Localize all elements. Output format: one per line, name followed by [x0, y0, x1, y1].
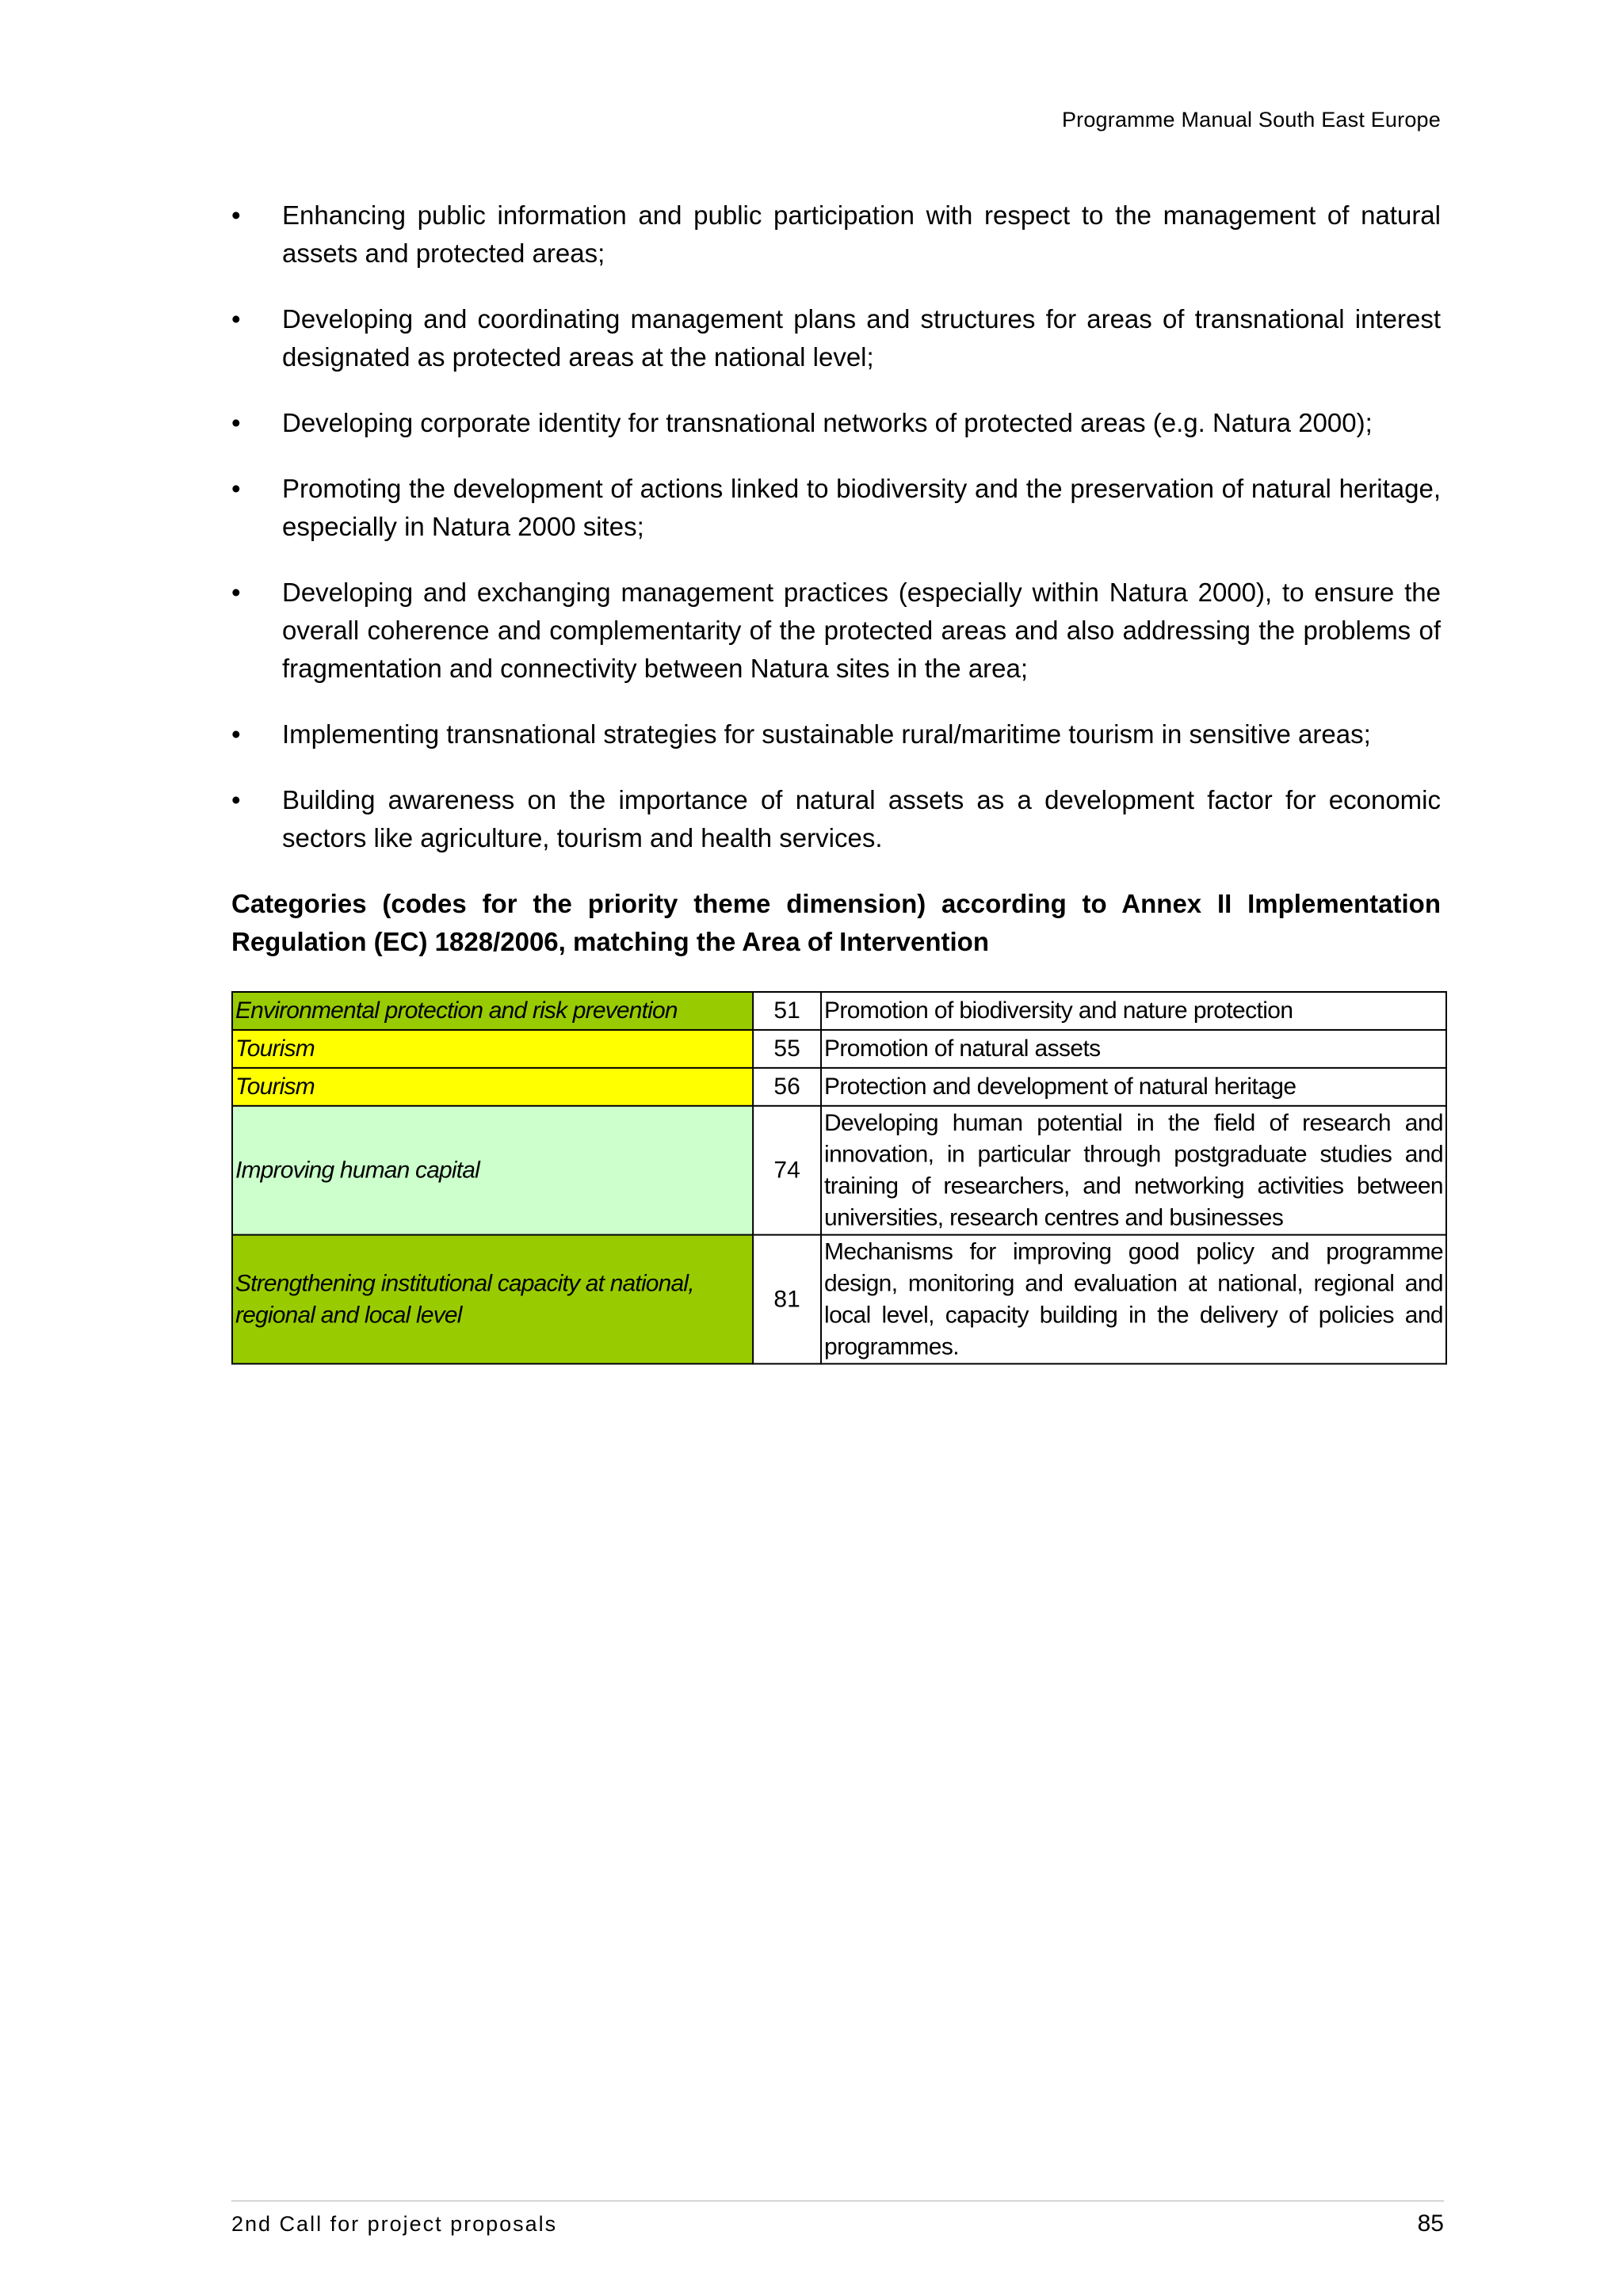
bullet-icon: •	[231, 578, 241, 607]
bullet-icon: •	[231, 200, 241, 230]
bullet-icon: •	[231, 408, 241, 437]
bullet-text: Implementing transnational strategies for sustainable rural/maritime tourism in sensitive areas;	[282, 719, 1371, 749]
page-header: Programme Manual South East Europe	[1061, 108, 1441, 132]
list-item	[231, 300, 1441, 376]
main-content	[231, 196, 1441, 961]
area-cell: Improving human capital	[232, 1106, 753, 1235]
categories-table	[231, 991, 1447, 1364]
footer-divider	[231, 2200, 1444, 2202]
code-cell: 55	[753, 1030, 821, 1068]
list-item	[231, 715, 1441, 753]
list-item	[231, 574, 1441, 688]
bullet-text: Developing corporate identity for transnational networks of protected areas (e.g. Natura 2000);	[282, 408, 1373, 437]
code-cell: 51	[753, 992, 821, 1030]
list-item	[231, 470, 1441, 546]
list-item	[231, 781, 1441, 857]
footer-label: 2nd Call for project proposals	[231, 2212, 558, 2236]
table-row	[232, 1030, 1446, 1068]
area-cell: Strengthening institutional capacity at national, regional and local level	[232, 1235, 753, 1364]
code-cell: 81	[753, 1235, 821, 1364]
description-cell: Promotion of biodiversity and nature protection	[821, 992, 1446, 1030]
bullet-text: Developing and coordinating management plans and structures for areas of transnational interest designated as protected areas at the national level;	[282, 304, 1441, 372]
description-cell: Mechanisms for improving good policy and programme design, monitoring and evaluation at national, regional and local level, capacity building in the delivery of policies and programmes.	[821, 1235, 1446, 1364]
bullet-icon: •	[231, 785, 241, 814]
bullet-icon: •	[231, 474, 241, 503]
area-cell: Tourism	[232, 1030, 753, 1068]
bullet-text: Promoting the development of actions linked to biodiversity and the preservation of natural heritage, especially in Natura 2000 sites;	[282, 474, 1441, 541]
area-cell: Environmental protection and risk prevention	[232, 992, 753, 1030]
description-cell: Protection and development of natural heritage	[821, 1068, 1446, 1106]
page-number: 85	[1417, 2210, 1444, 2237]
area-cell: Tourism	[232, 1068, 753, 1106]
table-row	[232, 992, 1446, 1030]
description-cell: Promotion of natural assets	[821, 1030, 1446, 1068]
bullet-text: Enhancing public information and public participation with respect to the management of natural assets and protected areas;	[282, 200, 1441, 268]
bullet-text: Developing and exchanging management practices (especially within Natura 2000), to ensure the overall coherence and complementarity of the protected areas and also addressing the problems of fragmentation and connectivity between Natura sites in the area;	[282, 578, 1441, 683]
table-row	[232, 1106, 1446, 1235]
code-cell: 74	[753, 1106, 821, 1235]
bullet-icon: •	[231, 719, 241, 749]
bullet-text: Building awareness on the importance of natural assets as a development factor for economic sectors like agriculture, tourism and health services.	[282, 785, 1441, 852]
list-item	[231, 196, 1441, 273]
bullet-list	[231, 196, 1441, 857]
description-cell: Developing human potential in the field of research and innovation, in particular through postgraduate studies and training of researchers, and networking activities between universities, research centres and businesses	[821, 1106, 1446, 1235]
table-row	[232, 1068, 1446, 1106]
section-heading: Categories (codes for the priority theme dimension) according to Annex II Implementation Regulation (EC) 1828/2006, matching the Area of Intervention	[231, 889, 1441, 956]
bullet-icon: •	[231, 304, 241, 334]
code-cell: 56	[753, 1068, 821, 1106]
table-row	[232, 1235, 1446, 1364]
list-item	[231, 404, 1441, 442]
